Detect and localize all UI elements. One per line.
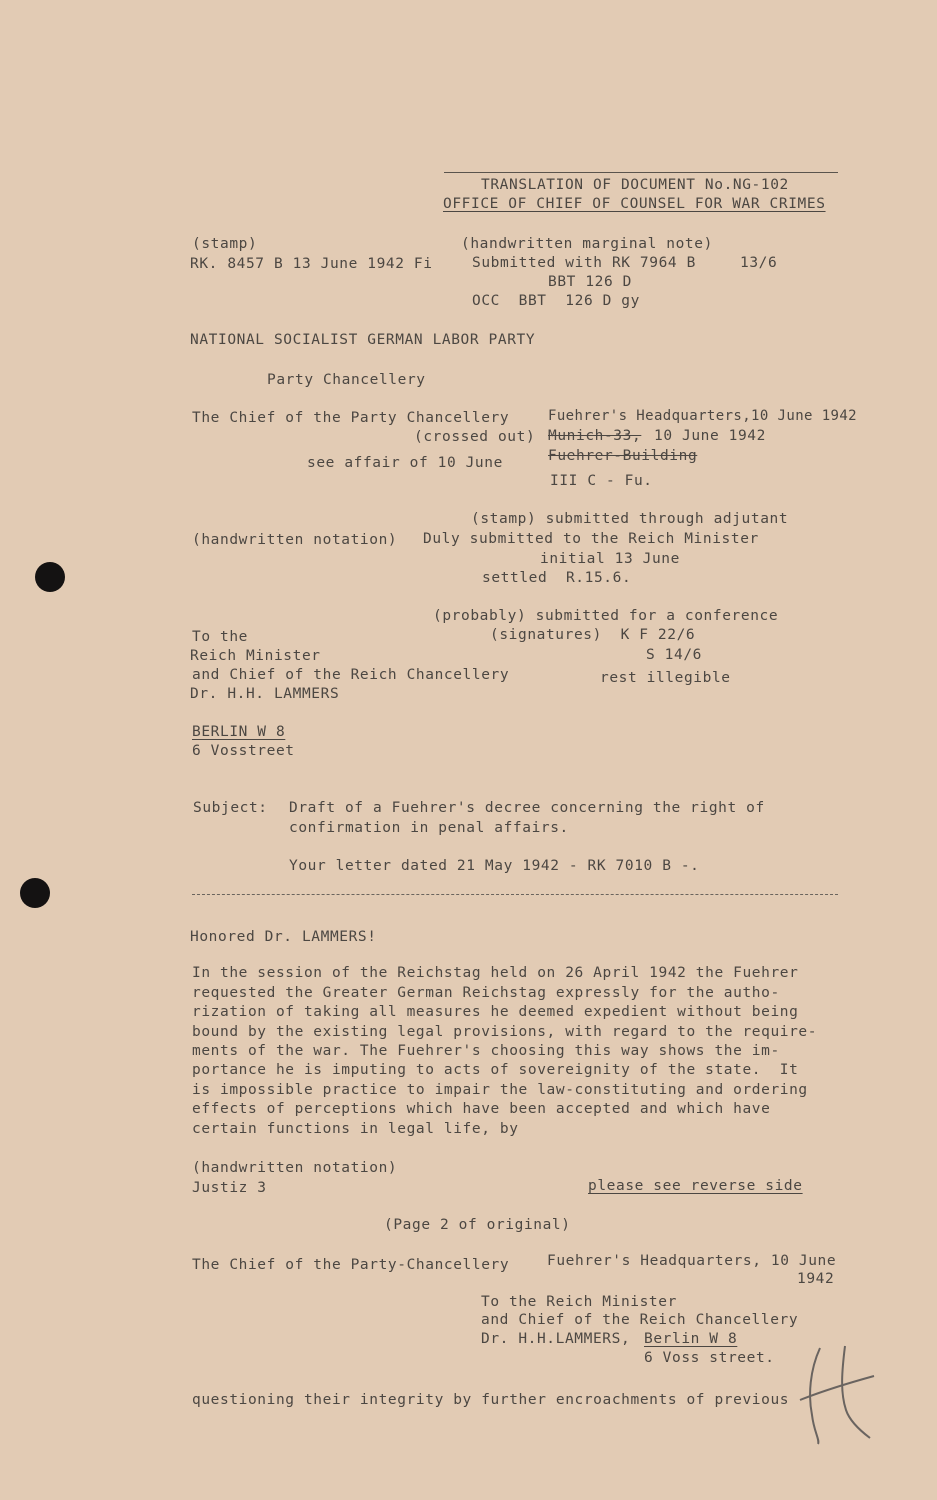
sender-munich: Munich-33, <box>548 428 642 444</box>
marginal-note-label: (handwritten marginal note) <box>461 236 713 252</box>
subject-line2: confirmation in penal affairs. <box>289 820 569 836</box>
punch-hole-bottom <box>20 878 50 908</box>
subject-reference: Your letter dated 21 May 1942 - RK 7010 B -. <box>289 858 700 874</box>
salutation: Honored Dr. LAMMERS! <box>190 929 377 945</box>
page2-city: Berlin W 8 <box>644 1331 738 1347</box>
page2-chief: The Chief of the Party-Chancellery <box>192 1257 510 1273</box>
routing-notation-label: (handwritten notation) <box>192 532 398 548</box>
conference-line2: (signatures) K F 22/6 <box>490 627 696 643</box>
page2-name: Dr. H.H.LAMMERS, <box>481 1331 631 1347</box>
subject-line1: Draft of a Fuehrer's decree concerning the right of <box>289 800 765 816</box>
addressee-minister: Reich Minister <box>190 648 321 664</box>
office-title: OFFICE OF CHIEF OF COUNSEL FOR WAR CRIMES <box>443 196 826 212</box>
page2-marker: (Page 2 of original) <box>384 1217 571 1233</box>
sender-see-affair: see affair of 10 June <box>307 455 503 471</box>
page2-chief-line: and Chief of the Reich Chancellery <box>481 1312 799 1328</box>
routing-stamp: (stamp) submitted through adjutant <box>471 511 789 527</box>
sender-building: Fuehrer-Building <box>548 448 698 464</box>
page2-headquarters: Fuehrer's Headquarters, 10 June <box>547 1253 837 1269</box>
body-line-4: bound by the existing legal provisions, with regard to the require- <box>192 1024 818 1040</box>
routing-settled: settled R.15.6. <box>482 570 632 586</box>
conference-line4: rest illegible <box>600 670 731 686</box>
page2-year: 1942 <box>797 1271 835 1287</box>
footer-notation-value: Justiz 3 <box>192 1180 267 1196</box>
marginal-note-date: 13/6 <box>740 255 778 271</box>
party-name: NATIONAL SOCIALIST GERMAN LABOR PARTY <box>190 332 536 348</box>
addressee-street: 6 Vosstreet <box>192 743 295 759</box>
footer-notation-label: (handwritten notation) <box>192 1160 398 1176</box>
body-line-6: portance he is imputing to acts of sovereignity of the state. It <box>192 1062 799 1078</box>
addressee-city: BERLIN W 8 <box>192 724 286 740</box>
conference-line1: (probably) submitted for a conference <box>433 608 779 624</box>
stamp-label: (stamp) <box>192 236 258 252</box>
body-line-8: effects of perceptions which have been accepted and which have <box>192 1101 771 1117</box>
translation-title: TRANSLATION OF DOCUMENT No.NG-102 <box>481 177 789 193</box>
handwritten-page-number-mark <box>790 1340 880 1450</box>
page2-street: 6 Voss street. <box>644 1350 775 1366</box>
body-line-9: certain functions in legal life, by <box>192 1121 519 1137</box>
marginal-note-line1: Submitted with RK 7964 B <box>472 255 696 271</box>
sender-headquarters: Fuehrer's Headquarters,10 June 1942 <box>548 408 858 424</box>
routing-initial: initial 13 June <box>540 551 680 567</box>
body-line-1: In the session of the Reichstag held on 26 April 1942 the Fuehrer <box>192 965 799 981</box>
sender-crossed-out: (crossed out) <box>414 429 536 445</box>
chancellery-title: Party Chancellery <box>267 372 426 388</box>
page2-continuation: questioning their integrity by further encroachments of previous <box>192 1392 790 1408</box>
routing-notation: Duly submitted to the Reich Minister <box>423 531 759 547</box>
punch-hole-top <box>35 562 65 592</box>
section-divider <box>192 894 838 895</box>
body-line-5: ments of the war. The Fuehrer's choosing this way shows the im- <box>192 1043 780 1059</box>
marginal-note-line3: OCC BBT 126 D gy <box>472 293 640 309</box>
marginal-note-line2: BBT 126 D <box>548 274 632 290</box>
addressee-chief: and Chief of the Reich Chancellery <box>192 667 510 683</box>
conference-line3: S 14/6 <box>646 647 702 663</box>
header-top-rule <box>444 172 838 173</box>
sender-munich-date: 10 June 1942 <box>654 428 766 444</box>
sender-chief: The Chief of the Party Chancellery <box>192 410 510 426</box>
subject-label: Subject: <box>193 800 268 816</box>
addressee-name: Dr. H.H. LAMMERS <box>190 686 340 702</box>
page2-to: To the Reich Minister <box>481 1294 677 1310</box>
stamp-line: RK. 8457 B 13 June 1942 Fi <box>190 256 433 272</box>
body-line-3: rization of taking all measures he deemed expedient without being <box>192 1004 799 1020</box>
addressee-to: To the <box>192 629 248 645</box>
sender-reference: III C - Fu. <box>550 473 653 489</box>
reverse-side-note: please see reverse side <box>588 1178 803 1194</box>
body-line-2: requested the Greater German Reichstag expressly for the autho- <box>192 985 780 1001</box>
body-line-7: is impossible practice to impair the law-constituting and ordering <box>192 1082 808 1098</box>
